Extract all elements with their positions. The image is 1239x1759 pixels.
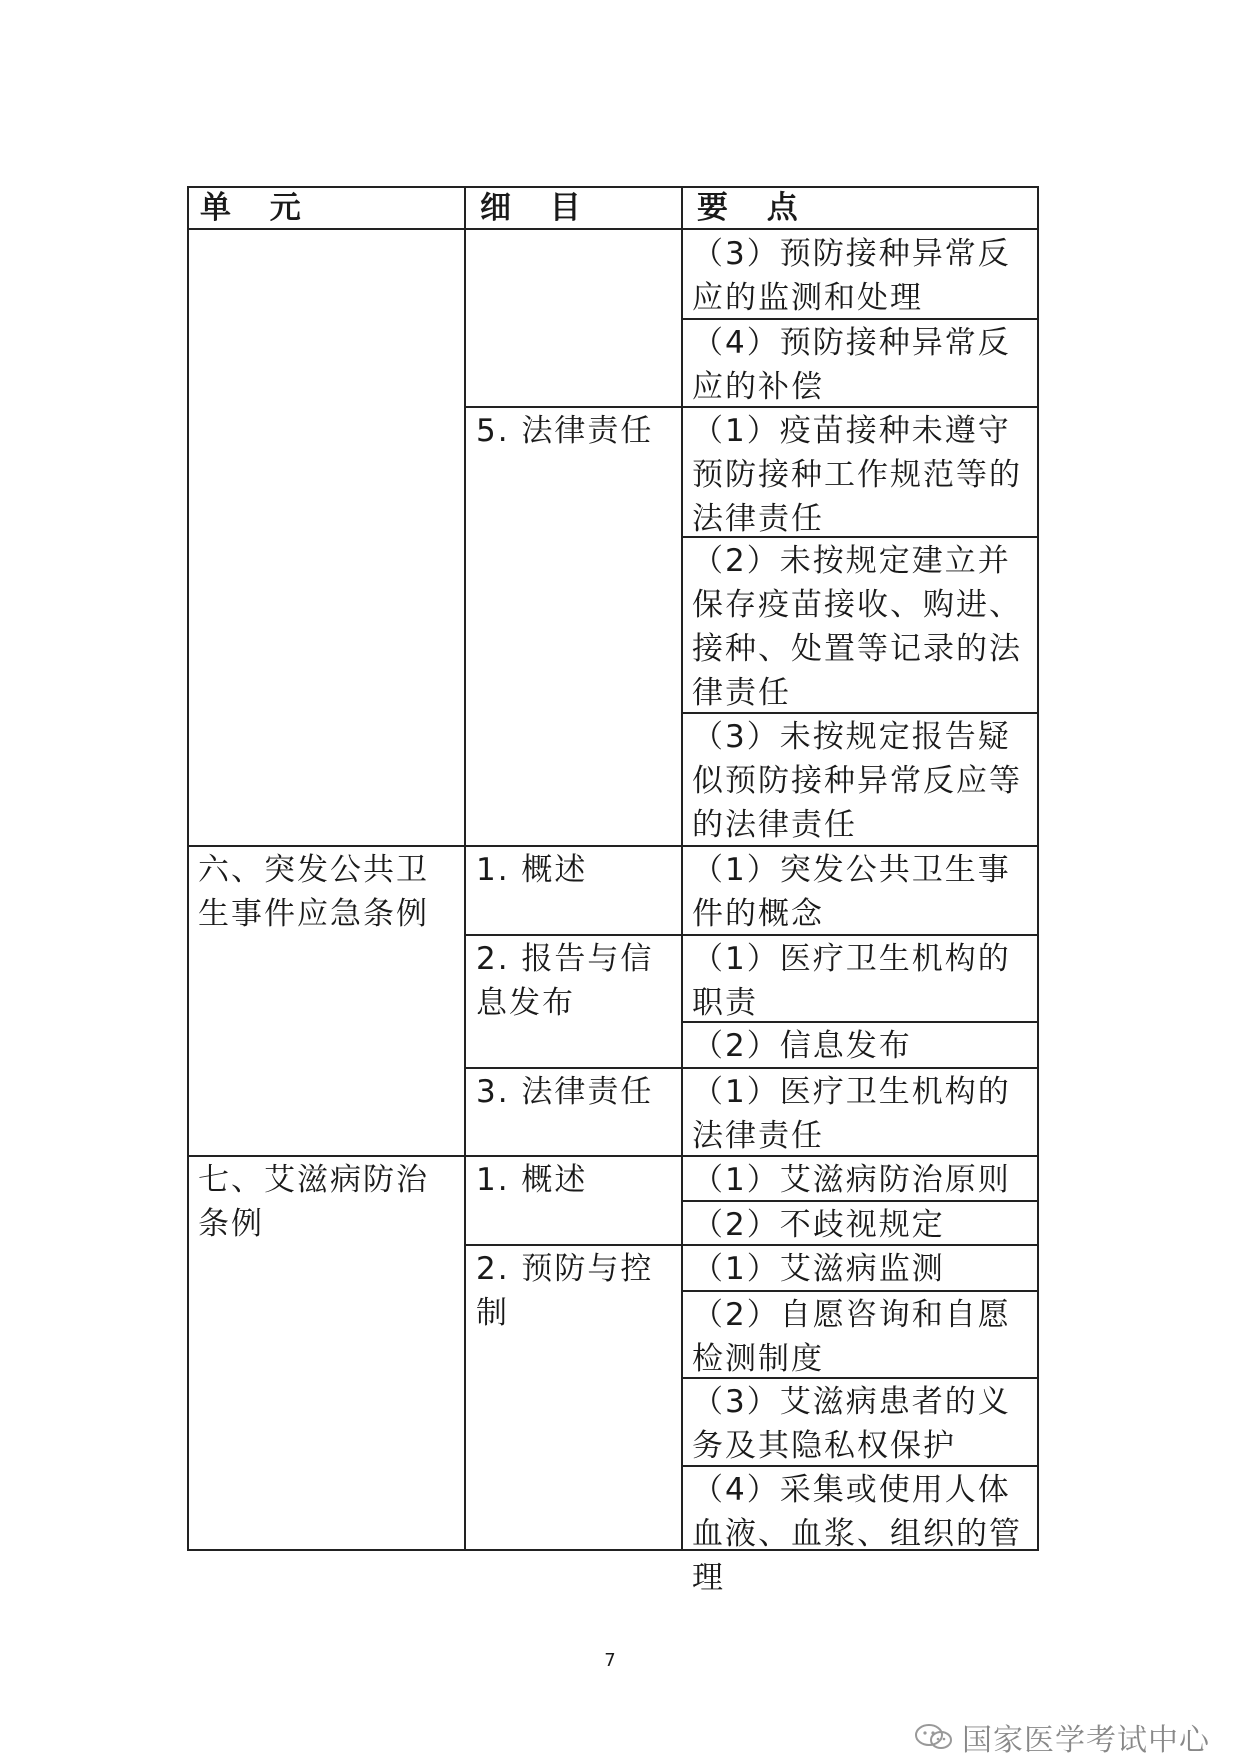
- point-item: （2）自愿咨询和自愿检测制度: [692, 1297, 1011, 1377]
- point-item: （2）未按规定建立并保存疫苗接收、购进、接种、处置等记录的法律责任: [692, 543, 1022, 711]
- wechat-icon: [914, 1723, 954, 1751]
- detail-6-report: 2. 报告与信息发布: [476, 941, 654, 1021]
- point-item: （4）预防接种异常反应的补偿: [692, 325, 1011, 405]
- point-item: （3）艾滋病患者的义务及其隐私权保护: [692, 1384, 1011, 1464]
- header-points: 要 点: [697, 190, 812, 226]
- detail-6-overview: 1. 概述: [476, 852, 588, 888]
- unit-seven: 七、艾滋病防治条例: [198, 1162, 429, 1242]
- point-item: （1）疫苗接种未遵守预防接种工作规范等的法律责任: [692, 413, 1022, 537]
- point-item: （2）不歧视规定: [692, 1207, 945, 1243]
- point-item: （1）医疗卫生机构的法律责任: [692, 1074, 1011, 1154]
- watermark: [914, 1715, 1210, 1759]
- detail-7-overview: 1. 概述: [476, 1162, 588, 1198]
- point-item: （2）信息发布: [692, 1028, 912, 1064]
- watermark-text: 国家医学考试中心: [962, 1723, 1210, 1758]
- detail-legal-5: 5. 法律责任: [476, 413, 654, 449]
- point-item: （3）未按规定报告疑似预防接种异常反应等的法律责任: [692, 719, 1022, 843]
- col-divider-2: [681, 186, 683, 1551]
- point-item: （1）医疗卫生机构的职责: [692, 941, 1011, 1021]
- point-item: （1）艾滋病防治原则: [692, 1162, 1011, 1198]
- detail-6-legal: 3. 法律责任: [476, 1074, 654, 1110]
- point-item: （1）突发公共卫生事件的概念: [692, 852, 1011, 932]
- header-unit: 单 元: [200, 190, 315, 226]
- point-item: （1）艾滋病监测: [692, 1251, 945, 1287]
- point-item: （4）采集或使用人体血液、血浆、组织的管理: [692, 1472, 1022, 1596]
- header-detail: 细 目: [480, 190, 595, 226]
- point-item: （3）预防接种异常反应的监测和处理: [692, 236, 1011, 316]
- detail-7-prevention: 2. 预防与控制: [476, 1251, 654, 1331]
- col-divider-1: [464, 186, 466, 1551]
- unit-six: 六、突发公共卫生事件应急条例: [198, 852, 429, 932]
- page-number: 7: [604, 1650, 616, 1671]
